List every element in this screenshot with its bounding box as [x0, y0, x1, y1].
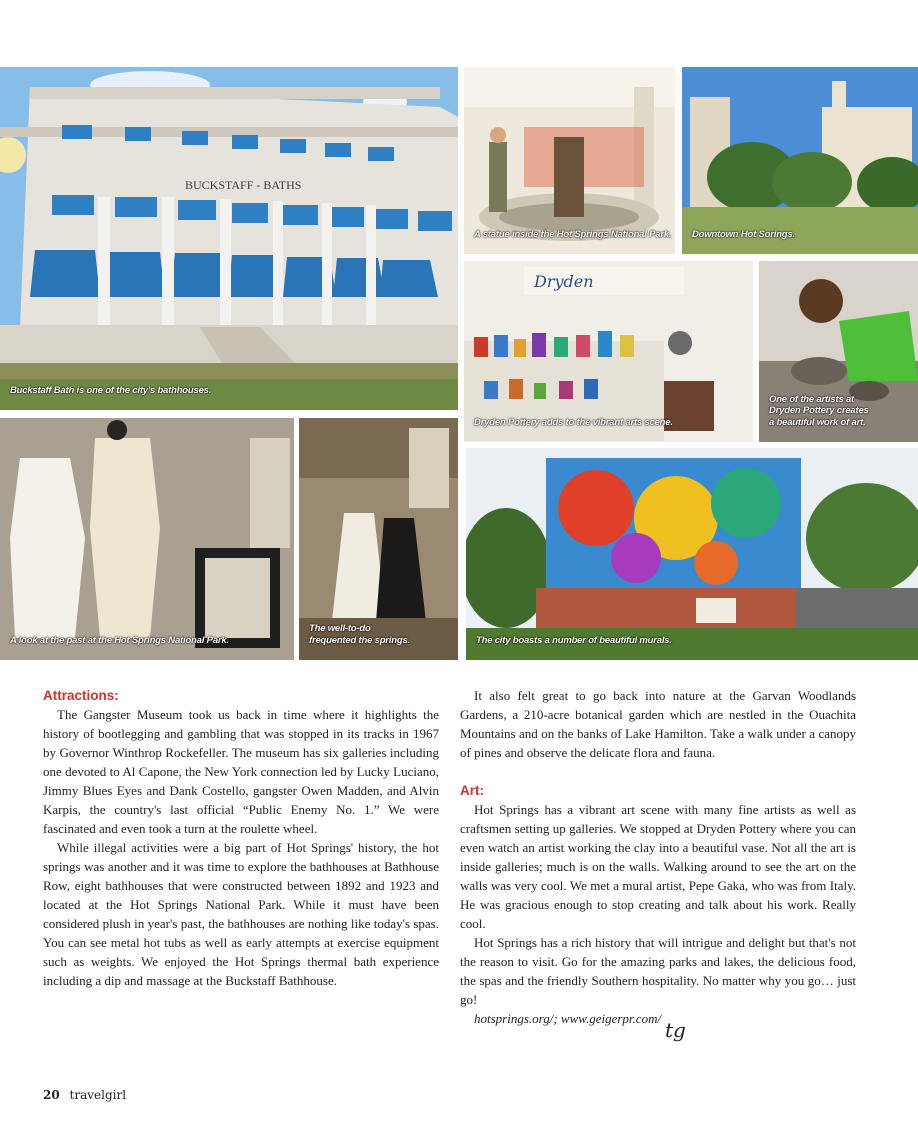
caption-statue: A statue inside the Hot Springs National Park. [474, 228, 672, 240]
caption-downtown: Downtown Hot Sorings. [692, 228, 795, 240]
caption-artist: One of the artists at Dryden Pottery creates a beautiful work of art. [769, 393, 869, 428]
buckstaff-sign-text: BUCKSTAFF - BATHS [185, 178, 302, 192]
dryden-sign-text: Dryden [534, 272, 594, 291]
travelgirl-logo-mark: tg [665, 1018, 686, 1042]
right-column [460, 686, 856, 1028]
photo-buckstaff-baths [0, 67, 458, 410]
caption-dresses: The well-to-do frequented the springs. [309, 623, 410, 646]
magazine-name: travelgirl [69, 1088, 127, 1102]
page-number: 20 [43, 1088, 60, 1102]
paragraph: Hot Springs has a rich history that will intrigue and delight but that's not the reason to visit. Go for the amazing parks and lakes, the delicious food, the spas and the friendly Southern hospitality. No matter why you go… just go! [460, 935, 856, 1007]
photo-costumes [0, 418, 294, 660]
photo-artist [759, 261, 918, 442]
caption-buckstaff: Buckstaff Bath is one of the city's bathhouses. [10, 384, 212, 396]
paragraph: While illegal activities were a big part of Hot Springs' history, the hot springs was another and it was time to explore the bathhouses at Bathhouse Row, eight bathhouses that were constructed between 1892 and 1923 and located at the Hot Springs National Park. While it must have been considered plush in year's past, the bathhouses are nothing like today's spas. You can see metal hot tubs as well as early attempts at exercise equipment such as weights. We enjoyed the Hot Springs thermal bath experience including a dip and massage at the Buckstaff Bathhouse. [43, 840, 439, 988]
photo-mural [466, 448, 918, 660]
paragraph: The Gangster Museum took us back in time where it highlights the history of bootlegging and gambling that was stopped in its tracks in 1967 by Governor Winthrop Rockefeller. The museum has six galleries including one devoted to Al Capone, the New York connection led by Lucky Luciano, Jimmy Blues Eyes and Dank Costello, gangster Owen Madden, and Alvin Karpis, the country's last official “Public Enemy No. 1.” We were fascinated and even took a turn at the roulette wheel. [43, 707, 439, 836]
photo-dryden-pottery [464, 261, 753, 442]
page-footer [43, 1088, 126, 1102]
photo-statue [464, 67, 675, 254]
photo-dresses [299, 418, 458, 660]
left-column [43, 686, 439, 990]
caption-mural: The city boasts a number of beautiful murals. [476, 634, 672, 646]
heading-attractions: Attractions: [43, 688, 119, 703]
caption-costumes: A look at the past at the Hot Springs National Park. [10, 634, 229, 646]
photo-downtown [682, 67, 918, 254]
heading-art: Art: [460, 783, 484, 798]
caption-dryden: Dryden Pottery adds to the vibrant arts scene. [474, 416, 673, 428]
paragraph: It also felt great to go back into nature at the Garvan Woodlands Gardens, a 210-acre botanical garden which are nestled in the Ouachita Mountains and on the banks of Lake Hamilton. Take a walk under a canopy of pines and observe the delicate flora and fauna. [460, 688, 856, 760]
paragraph: Hot Springs has a vibrant art scene with many fine artists as well as craftsmen setting up galleries. We stopped at Dryden Pottery where you can even watch an artist working the clay into a beautiful vase. Not all the art is inside galleries; much is on the walls. Walking around to see the art on the walls was very cool. We met a mural artist, Pepe Gaka, who was from Italy. He was gracious enough to stop creating and talk about his work. Really cool. [460, 802, 856, 931]
source-credit: hotsprings.org/; www.geigerpr.com/ [474, 1011, 662, 1026]
